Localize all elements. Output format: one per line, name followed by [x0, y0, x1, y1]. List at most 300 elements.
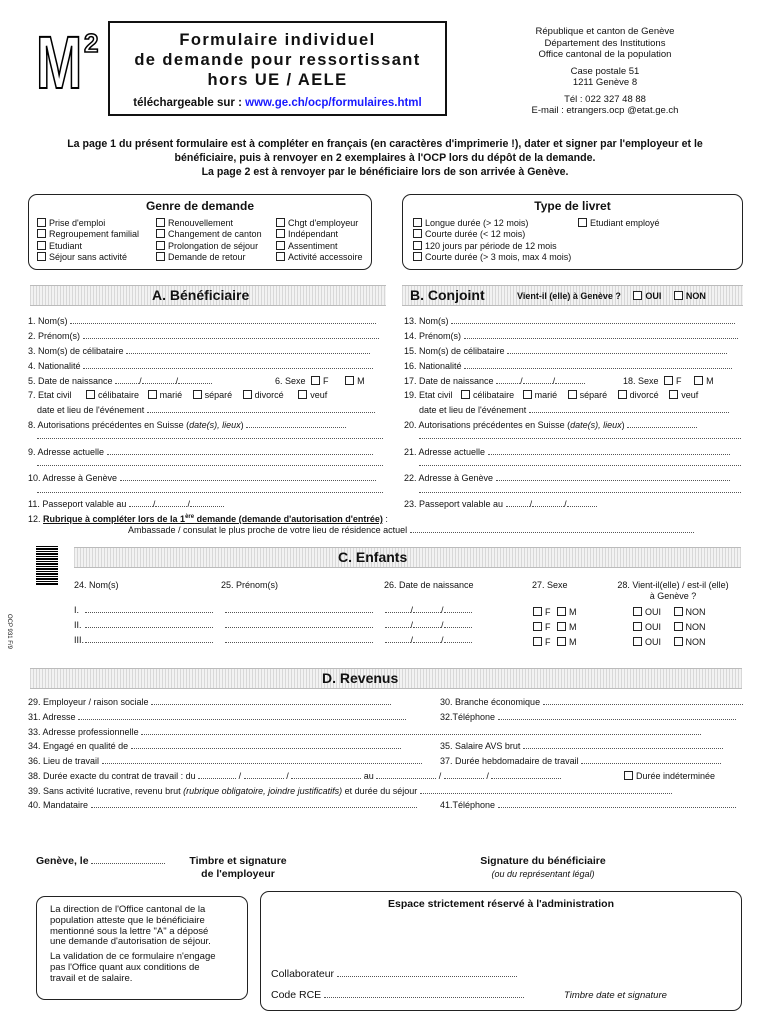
option-label: Courte durée (> 3 mois, max 4 mois): [425, 251, 572, 262]
sexe-f-label: F: [323, 376, 329, 386]
admin-collaborateur[interactable]: [271, 968, 517, 980]
notice-line: La direction de l'Office cantonal de la: [50, 904, 206, 915]
field-7b[interactable]: [37, 405, 375, 415]
genre-option[interactable]: [37, 229, 139, 240]
admin-title: Espace strictement réservé à l'administration: [387, 898, 614, 910]
download-label: téléchargeable sur :: [133, 97, 246, 109]
option-label: Chgt d'employeur: [288, 218, 359, 228]
field-label: 17. Date de naissance: [404, 376, 494, 386]
option-label: Etudiant employé: [590, 218, 660, 228]
label-line: Signature du bénéficiaire: [480, 855, 606, 867]
field-label: 20. Autorisations précédentes en Suisse (: [404, 420, 571, 430]
row-label: II.: [74, 620, 82, 630]
field-38[interactable]: [28, 771, 561, 781]
field-label: 13. Nom(s): [404, 316, 449, 326]
checkbox[interactable]: [523, 390, 532, 399]
checkbox[interactable]: [413, 229, 422, 238]
civil-label: célibataire: [98, 390, 140, 400]
civil-label: marié: [534, 390, 558, 400]
sexe-m-label: M: [706, 376, 714, 386]
child-row[interactable]: [74, 605, 472, 615]
checkbox[interactable]: [276, 218, 285, 227]
field-30[interactable]: [440, 697, 743, 707]
sexe-m-label: M: [569, 637, 577, 647]
field-6: [275, 376, 365, 386]
checkbox[interactable]: [664, 376, 673, 385]
header-line: à Genève ?: [649, 591, 697, 601]
authority-line: République et canton de Genève: [535, 26, 675, 37]
slash: /: [520, 376, 523, 386]
conjoint-question: [517, 291, 706, 301]
form-title-line1: Formulaire individuel: [179, 31, 376, 49]
logo: [36, 21, 104, 106]
field-label: Collaborateur: [271, 968, 335, 980]
notice-text: [50, 905, 240, 985]
checkbox[interactable]: [86, 390, 95, 399]
intro: [20, 137, 750, 179]
intro-line: La page 1 du présent formulaire est à compléter en français (en caractères d'imprimerie !), dater et signer par l'employeur et le: [67, 138, 703, 150]
field-label: 39. Sans activité lucrative, revenu brut: [28, 786, 184, 796]
notice-line: mentionné sous la lettre "A" a déposé: [50, 925, 209, 937]
livret-option[interactable]: [413, 252, 571, 263]
civil-label: divorcé: [254, 390, 284, 400]
sexe-f-label: F: [676, 376, 682, 386]
field-label: au: [363, 771, 374, 781]
field-17[interactable]: [404, 376, 585, 386]
field-label: Rubrique à compléter lors de la 1: [43, 514, 186, 524]
field-label: ): [240, 420, 244, 430]
field-label: 12.: [28, 514, 44, 524]
checkbox[interactable]: [243, 390, 252, 399]
field-3[interactable]: [28, 346, 370, 356]
sexe-m-label: M: [569, 607, 577, 617]
checkbox[interactable]: [156, 218, 165, 227]
slash: /: [441, 620, 444, 630]
field-label: 5. Date de naissance: [28, 376, 113, 386]
field-label: 15. Nom(s) de célibataire: [404, 346, 505, 356]
genre-option[interactable]: [276, 229, 363, 240]
field-label: 19. Etat civil: [404, 390, 453, 400]
checkbox[interactable]: [674, 622, 683, 631]
slash: /: [286, 771, 289, 781]
checkbox[interactable]: [413, 241, 422, 250]
field-label: Ambassade / consulat le plus proche de votre lieu de résidence actuel: [128, 525, 408, 535]
form-title-line2: de demande pour ressortissant: [134, 51, 421, 69]
checkbox[interactable]: [193, 390, 202, 399]
genre-option[interactable]: [37, 218, 139, 229]
col-header-geneve: [604, 580, 742, 602]
logo-letter: M: [36, 21, 83, 104]
field-label: 35. Salaire AVS brut: [440, 741, 521, 751]
field-20-cont[interactable]: [419, 431, 741, 441]
field-label: 31. Adresse: [28, 712, 76, 722]
checkbox[interactable]: [557, 622, 566, 631]
field-label: 9. Adresse actuelle: [28, 447, 105, 457]
checkbox[interactable]: [311, 376, 320, 385]
field-label: 8. Autorisations précédentes en Suisse (: [28, 420, 190, 430]
field-label: 37. Durée hebdomadaire de travail: [440, 756, 579, 766]
section-c-title: C. Enfants: [338, 549, 408, 565]
field-41[interactable]: [440, 800, 736, 810]
option-label: Demande de retour: [168, 251, 246, 262]
authority-line: Case postale 51: [570, 65, 640, 77]
field-32[interactable]: [440, 712, 736, 722]
field-12-embassy[interactable]: [128, 525, 694, 535]
download-link[interactable]: www.ge.ch/ocp/formulaires.html: [245, 97, 422, 109]
slash: /: [187, 499, 190, 509]
admin-timbre: Timbre date et signature: [564, 990, 667, 1001]
slash: /: [238, 771, 242, 781]
checkbox[interactable]: [276, 229, 285, 238]
form-title: [108, 30, 447, 90]
employer-signature: [170, 855, 306, 881]
field-11[interactable]: [28, 499, 224, 509]
label-line: Timbre et signature: [189, 855, 287, 867]
checkbox[interactable]: [156, 252, 165, 261]
livret-option[interactable]: [413, 229, 571, 240]
slash: /: [529, 499, 533, 509]
civil-label: marié: [159, 390, 183, 400]
non-option[interactable]: [674, 291, 706, 301]
checkbox[interactable]: [557, 637, 566, 646]
civil-label: divorcé: [629, 390, 659, 400]
genre-col1: [37, 218, 139, 263]
genre-option[interactable]: [276, 252, 363, 263]
field-label: 29. Employeur / raison sociale: [28, 697, 149, 707]
genre-title: Genre de demande: [145, 199, 255, 213]
field-9-cont[interactable]: [37, 458, 383, 468]
checkbox[interactable]: [568, 390, 577, 399]
option-label: Assentiment: [288, 240, 338, 251]
slash: /: [175, 376, 179, 386]
option-label: Séjour sans activité: [49, 251, 128, 262]
field-4[interactable]: [28, 361, 373, 371]
field-12: [28, 514, 388, 524]
field-label: date et lieu de l'événement: [419, 405, 527, 415]
checkbox[interactable]: [633, 637, 642, 646]
field-label: 18. Sexe: [623, 376, 659, 386]
sexe-f-label: F: [545, 622, 551, 632]
field-label: 10. Adresse à Genève: [28, 473, 118, 483]
field-35[interactable]: [440, 741, 723, 751]
section-a-title: A. Bénéficiaire: [152, 287, 250, 303]
field-10[interactable]: [28, 473, 376, 483]
child-row[interactable]: [74, 635, 472, 645]
slash: /: [410, 635, 414, 645]
checkbox[interactable]: [633, 622, 642, 631]
option-label: Prise d'emploi: [49, 218, 106, 228]
checkbox[interactable]: [694, 376, 703, 385]
livret-option[interactable]: [413, 241, 571, 252]
field-15[interactable]: [404, 346, 727, 356]
non-label: NON: [685, 607, 706, 617]
authority-line: 1211 Genève 8: [572, 77, 638, 88]
sexe-f-label: F: [545, 637, 551, 647]
checkbox[interactable]: [37, 229, 46, 238]
field-9[interactable]: [28, 447, 373, 457]
notice-line: population atteste que le bénéficiaire: [50, 914, 205, 926]
oui-option[interactable]: [633, 291, 661, 301]
notice-line: La validation de ce formulaire n'engage: [50, 951, 216, 963]
livret-title: Type de livret: [534, 199, 611, 213]
slash: /: [441, 635, 444, 645]
checkbox[interactable]: [37, 241, 46, 250]
livret-option[interactable]: [413, 218, 571, 229]
field-7: [28, 390, 327, 400]
barcode-text: OCP 931 F/9: [6, 614, 12, 649]
field-31[interactable]: [28, 712, 406, 722]
checkbox[interactable]: [674, 291, 683, 300]
field-label: :: [382, 514, 388, 524]
download-line: [108, 97, 447, 109]
option-label: Renouvellement: [168, 218, 234, 228]
field-label-italic: date(s), lieux: [189, 420, 241, 430]
sexe-m-label: M: [357, 376, 365, 386]
civil-label: séparé: [579, 390, 608, 400]
slash: /: [139, 376, 142, 386]
livret-col2: [578, 218, 660, 229]
field-label: 16. Nationalité: [404, 361, 462, 371]
genre-option[interactable]: [156, 218, 262, 229]
genre-option[interactable]: [276, 218, 363, 229]
checkbox[interactable]: [633, 291, 642, 300]
slash: /: [438, 771, 442, 781]
oui-label: OUI: [645, 622, 662, 632]
sexe-m-label: M: [569, 622, 577, 632]
civil-label: célibataire: [473, 390, 515, 400]
civil-label: veuf: [310, 390, 328, 400]
checkbox[interactable]: [533, 622, 542, 631]
field-label: 33. Adresse professionnelle: [28, 727, 139, 737]
col-header-naissance: 26. Date de naissance: [384, 580, 474, 590]
place-label: Genève, le: [36, 855, 89, 867]
child-geneve: [633, 605, 706, 650]
field-19: [404, 390, 698, 400]
checkbox[interactable]: [413, 252, 422, 261]
field-8-cont[interactable]: [37, 431, 383, 441]
authority-line: E-mail : etrangers.ocp @etat.ge.ch: [531, 105, 679, 116]
header-line: 28. Vient-il(elle) / est-il (elle): [617, 580, 729, 590]
option-label: Etudiant: [49, 240, 83, 251]
field-label: 38. Durée exacte du contrat de travail : du: [28, 771, 196, 781]
field-1[interactable]: [28, 316, 376, 326]
civil-label: séparé: [204, 390, 233, 400]
label-line: de l'employeur: [201, 868, 275, 880]
checkbox[interactable]: [618, 390, 627, 399]
admin-code-rce[interactable]: [271, 989, 524, 1001]
row-label: I.: [74, 605, 80, 615]
checkbox[interactable]: [276, 241, 285, 250]
field-13[interactable]: [404, 316, 735, 326]
field-label: ): [621, 420, 625, 430]
col-header-nom: 24. Nom(s): [74, 580, 119, 590]
non-label: NON: [685, 291, 706, 301]
field-label: date et lieu de l'événement: [37, 405, 145, 415]
row-label: III.: [74, 635, 85, 645]
slash: /: [410, 620, 414, 630]
option-label: Regroupement familial: [49, 229, 140, 240]
oui-label: OUI: [645, 637, 662, 647]
field-2[interactable]: [28, 331, 379, 341]
field-33[interactable]: [28, 727, 701, 737]
sexe-f-label: F: [545, 607, 551, 617]
field-37[interactable]: [440, 756, 721, 766]
checkbox[interactable]: [148, 390, 157, 399]
field-label: 36. Lieu de travail: [28, 756, 100, 766]
checkbox[interactable]: [413, 218, 422, 227]
field-label: 40. Mandataire: [28, 800, 89, 810]
field-40[interactable]: [28, 800, 417, 810]
checkbox[interactable]: [533, 607, 542, 616]
genre-option[interactable]: [276, 241, 363, 252]
slash: /: [441, 605, 444, 615]
genre-col3: [276, 218, 363, 263]
genre-option[interactable]: [156, 241, 262, 252]
field-label: 34. Engagé en qualité de: [28, 741, 129, 751]
field-29[interactable]: [28, 697, 391, 707]
field-label: 7. Etat civil: [28, 390, 72, 400]
option-label: Courte durée (< 12 mois): [425, 229, 526, 240]
field-label: 11. Passeport valable au: [28, 499, 127, 509]
non-label: NON: [685, 637, 706, 647]
field-23[interactable]: [404, 499, 597, 509]
section-d-title: D. Revenus: [322, 670, 399, 686]
section-b-title: B. Conjoint: [410, 287, 485, 303]
field-label-italic: (rubrique obligatoire, joindre justificatifs): [183, 786, 343, 796]
slash: /: [552, 376, 556, 386]
field-label: 41.Téléphone: [440, 800, 496, 810]
checkbox[interactable]: [578, 218, 587, 227]
field-label: 21. Adresse actuelle: [404, 447, 486, 457]
field-38-indeterminee[interactable]: [624, 771, 715, 781]
checkbox[interactable]: [156, 229, 165, 238]
slash: /: [152, 499, 156, 509]
field-label: 4. Nationalité: [28, 361, 81, 371]
field-label: 22. Adresse à Genève: [404, 473, 494, 483]
child-sexe: [533, 605, 577, 650]
option-label: 120 jours par période de 12 mois: [425, 240, 557, 251]
field-label: 30. Branche économique: [440, 697, 541, 707]
field-label: et durée du séjour: [342, 786, 418, 796]
field-label: 1. Nom(s): [28, 316, 68, 326]
slash: /: [410, 605, 414, 615]
field-label: 32.Téléphone: [440, 712, 496, 722]
checkbox[interactable]: [674, 637, 683, 646]
notice-line: travail et de salaire.: [50, 972, 133, 984]
field-8[interactable]: [28, 420, 346, 430]
field-22[interactable]: [404, 473, 730, 483]
checkbox[interactable]: [674, 607, 683, 616]
livret-col1: [413, 218, 571, 263]
field-21[interactable]: [404, 447, 730, 457]
label-line: (ou du représentant légal): [491, 869, 595, 879]
genre-option[interactable]: [156, 252, 262, 263]
field-10-cont[interactable]: [37, 485, 383, 495]
logo-sup: 2: [84, 28, 99, 58]
option-label: Changement de canton: [168, 229, 262, 240]
checkbox[interactable]: [461, 390, 470, 399]
field-20[interactable]: [404, 420, 697, 430]
checkbox[interactable]: [345, 376, 354, 385]
option-label: Indépendant: [288, 229, 339, 240]
field-label: 3. Nom(s) de célibataire: [28, 346, 124, 356]
field-36[interactable]: [28, 756, 422, 766]
signature-place[interactable]: [36, 855, 165, 867]
option-label: Longue durée (> 12 mois): [425, 218, 529, 228]
slash: /: [564, 499, 567, 509]
genre-option[interactable]: [37, 252, 139, 263]
superscript: ère: [185, 514, 195, 520]
beneficiary-signature: [444, 855, 642, 881]
checkbox[interactable]: [37, 218, 46, 227]
field-label: Durée indéterminée: [636, 771, 716, 781]
checkbox[interactable]: [557, 607, 566, 616]
oui-label: OUI: [645, 607, 662, 617]
authority-block: [505, 26, 705, 117]
checkbox[interactable]: [624, 771, 633, 780]
checkbox[interactable]: [669, 390, 678, 399]
authority-line: Office cantonal de la population: [538, 49, 672, 60]
form-title-line3: hors UE / AELE: [207, 71, 348, 89]
section-c-bar: [74, 547, 741, 568]
field-label: 14. Prénom(s): [404, 331, 462, 341]
checkbox[interactable]: [37, 252, 46, 261]
field-label: demande (demande d'autorisation d'entrée): [194, 514, 383, 524]
col-header-sexe: 27. Sexe: [532, 580, 568, 590]
oui-label: OUI: [645, 291, 662, 301]
intro-line: bénéficiaire, puis à renvoyer en 2 exemplaires à l'OCP lors du dépôt de la demande.: [174, 152, 596, 164]
child-row[interactable]: [74, 620, 472, 630]
non-label: NON: [685, 622, 706, 632]
field-39[interactable]: [28, 786, 672, 796]
field-16[interactable]: [404, 361, 732, 371]
field-5[interactable]: [28, 376, 212, 386]
authority-line: Tél : 022 327 48 88: [564, 93, 646, 105]
genre-option[interactable]: [156, 229, 262, 240]
field-label: 23. Passeport valable au: [404, 499, 504, 509]
field-label-italic: date(s), lieux: [570, 420, 622, 430]
field-14[interactable]: [404, 331, 738, 341]
field-34[interactable]: [28, 741, 401, 751]
checkbox[interactable]: [156, 241, 165, 250]
checkbox[interactable]: [633, 607, 642, 616]
field-18: [623, 376, 714, 386]
option-label: Activité accessoire: [288, 251, 363, 262]
field-label: 2. Prénom(s): [28, 331, 81, 341]
barcode: [36, 546, 58, 586]
field-label: Code RCE: [271, 989, 322, 1001]
field-22-cont[interactable]: [419, 485, 741, 495]
field-12-emphasis: [43, 514, 383, 524]
checkbox[interactable]: [276, 252, 285, 261]
field-label: 6. Sexe: [275, 376, 306, 386]
livret-option[interactable]: [578, 218, 660, 229]
field-21-cont[interactable]: [419, 458, 741, 468]
slash: /: [486, 771, 489, 781]
field-19b[interactable]: [419, 405, 729, 415]
intro-line: La page 2 est à renvoyer par le bénéficiaire lors de son arrivée à Genève.: [201, 166, 569, 178]
genre-col2: [156, 218, 262, 263]
authority-line: Département des Institutions: [544, 37, 666, 49]
notice-line: une demande d'autorisation de séjour.: [50, 936, 211, 948]
option-label: Prolongation de séjour: [168, 240, 259, 251]
col-header-prenom: 25. Prénom(s): [221, 580, 279, 590]
genre-option[interactable]: [37, 241, 139, 252]
notice-line: pas l'Office quant aux conditions de: [50, 961, 200, 973]
checkbox[interactable]: [533, 637, 542, 646]
question-label: Vient-il (elle) à Genève ?: [517, 291, 621, 301]
checkbox[interactable]: [298, 390, 307, 399]
